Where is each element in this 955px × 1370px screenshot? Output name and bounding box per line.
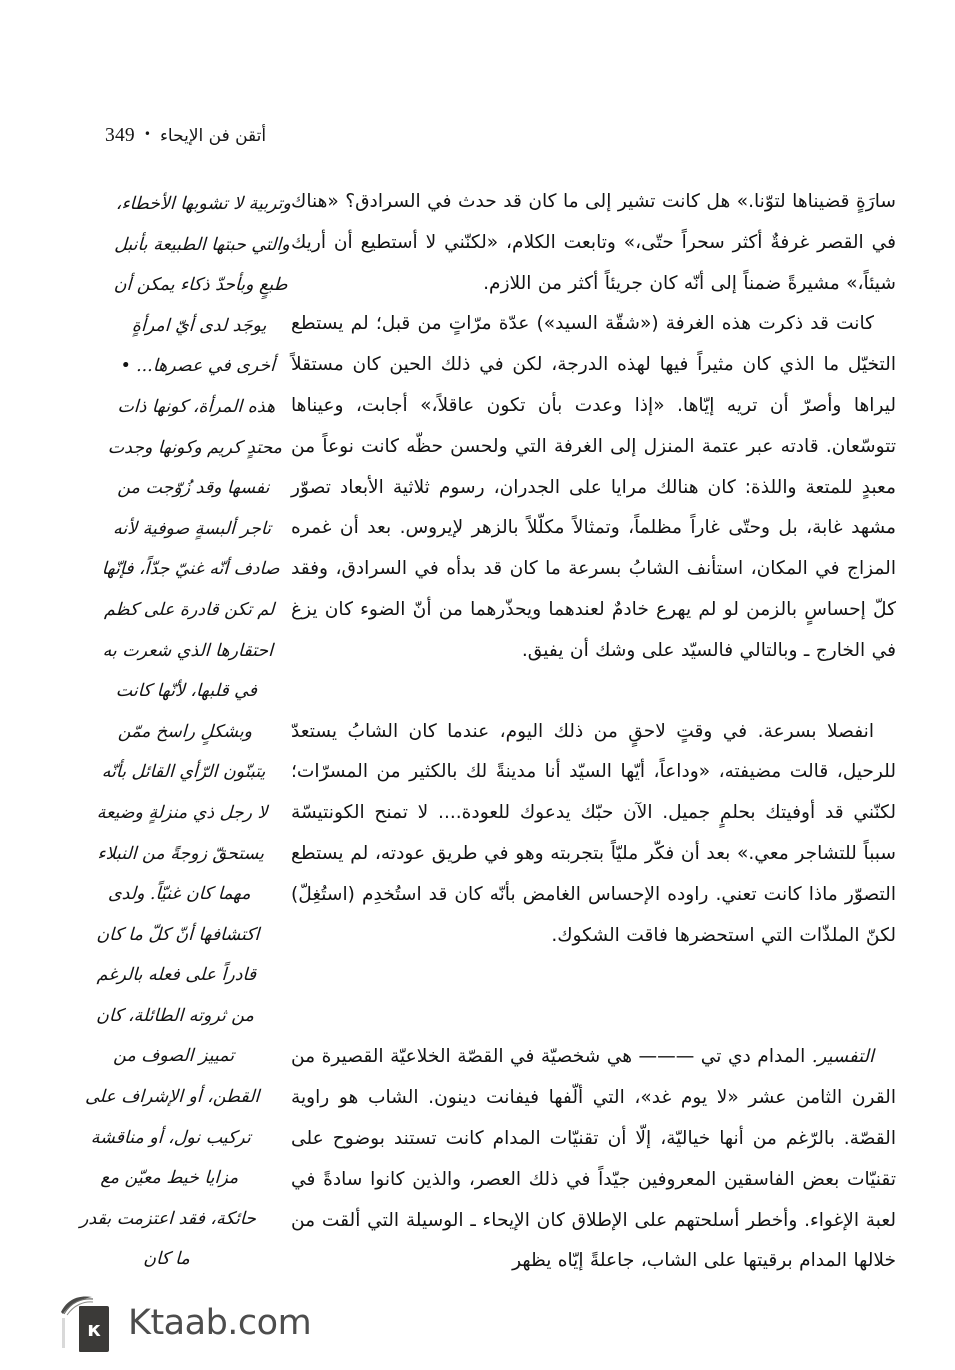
watermark-label: Ktaab.com	[128, 1302, 312, 1343]
paragraph-1: سارَةٍ قضيناها لتوّنا.» هل كانت تشير إلى ما كان قد حدث في السرادق؟ «هناك في القصر غرفةٌ أكثر سحراً حتّى،» وتابعت الكلام، «لكنّني لا أستطيع أن أريك شيئاً،» مشيرةً ضمناً إلى أنّه كان جريئاً أكثر من اللازم.	[291, 191, 896, 294]
book-spine	[62, 1318, 65, 1348]
book-title: أتقن فن الإيحاء	[159, 126, 267, 146]
running-header	[105, 125, 525, 155]
em-dash: ———	[638, 1046, 695, 1068]
paragraph-2: كانت قد ذكرت هذه الغرفة («شقّة السيد») عدّة مرّاتٍ من قبل؛ لم يستطع التخيّل ما الذي كان مثيراً فيها لهذه الدرجة، لكن في ذلك الحين كان مستقلاً ليراها وأصرّ أن تريه إيّاها. «إذا وعدت بأن تكون عاقلاً،» أجابت، وعيناها تتوسّعان. قادته عبر عتمة المنزل إلى الغرفة التي ولحسن حظّه كانت نوعاً من معبدٍ للمتعة واللذة: كان هنالك مرايا على الجدران، رسوم ثلاثية الأبعاد تصوّر مشهد غابة، بل وحتّى غاراً مظلماً، وتمثالاً مكلّلاً بالزهر لإيروس. بعد أن غمره المزاج في المكان، استأنف الشابُ بسرعة ما كان قد بدأه في السرادق، وفقد كلّ إحساسٍ بالزمن لو لم يهرع خادمٌ لعندهما ويحذّرهما من أنّ الضوء كان يزغ في الخارج ـ وبالتالي فالسيّد على وشك أن يفيق.	[291, 313, 896, 661]
paragraph-3: انفصلا بسرعة. في وقتٍ لاحقٍ من ذلك اليوم، عندما كان الشابُ يستعدّ للرحيل، قالت مضيفته، «وداعاً، أيّها السيّد أنا مدينةً لك بالكثير من المسرّات؛ لكنّني قد أوفيتك بحلمٍ جميل. الآن حبّك يدعوك للعودة.... لا تمنح الكونتيسّة سبباً للتشاجر معي.» بعد أن فكّر مليّاً بتجربته وهو في طريق عودته، لم يستطع التصوّر ماذا كانت تعني. راوده الإحساس الغامض بأنّه كان قد استُخدِم (استُغِلّ) لكنّ الملذّات التي استحضرها فاقت الشكوك.	[291, 720, 896, 946]
book-logo-icon	[60, 1292, 116, 1354]
page-number: 349	[105, 125, 135, 146]
site-watermark[interactable]	[60, 1288, 390, 1358]
margin-quote-column	[77, 184, 293, 1280]
paragraph-4-commentary	[291, 1037, 896, 1282]
commentary-subject: المدام دي تي	[694, 1046, 812, 1068]
header-bullet-separator: •	[143, 127, 151, 141]
book-logo-letter: к	[87, 1317, 101, 1341]
margin-quote-text: وتربية لا تشوبها الأخطاء، والتي حبتها الطبيعة بأنبل طبعٍ وبأحدّ ذكاء يمكن أن يوجَد لدى أيّ امرأةٍ أخرى في عصرها... • هذه المرأة، كونها ذات محتدٍ كريم وكونها وجدت نفسها وقد زُوّجت من تاجر ألبسةٍ صوفية لأنه صادف أنّه غنيّ جدّاً، فإنّها لم تكن قادرة على كظم احتقارها الذي شعرت به في قلبها، لأنّها كانت وبشكلٍ راسخ ممّن يتبنّون الرّأي القائل بأنّه لا رجل ذي منزلةٍ وضيعة يستحقّ زوجةً من النبلاء مهما كان غنيّاً. ولدى اكتشافها أنّ كلّ ما كان قادراً على فعله بالرغم من ثروته الطائلة، كان تمييز الصوف من القطن، أو الإشراف على تركيب نول، أو مناقشة مزايا خيط معيّن مع حائكة، فقد اعتزمت بقدر ما كان	[79, 194, 292, 1270]
main-text-column	[291, 182, 896, 1282]
commentary-body: هي شخصيّة في القصّة الخلاعيّة القصيرة من القرن الثامن عشر «لا يوم غد»، التي ألّفها فيفانت دينون. الشاب هو راوية القصّة. بالرّغم من أنها خياليّة، إلّا أن تقنيّات المدام كانت تستند بوضوح على تقنيّات بعض الفاسقين المعروفين جيّداً في ذلك العصر، والذين كانوا سادةً في لعبة الإغواء. وأخطر أسلحتهم على الإطلاق كان الإيحاء ـ الوسيلة التي ألقت من خلالها المدام برقيتها على الشاب، جاعلةً إيّاه يظهر	[291, 1046, 896, 1272]
page-body	[79, 182, 896, 1272]
commentary-label: التفسير.	[811, 1046, 874, 1068]
